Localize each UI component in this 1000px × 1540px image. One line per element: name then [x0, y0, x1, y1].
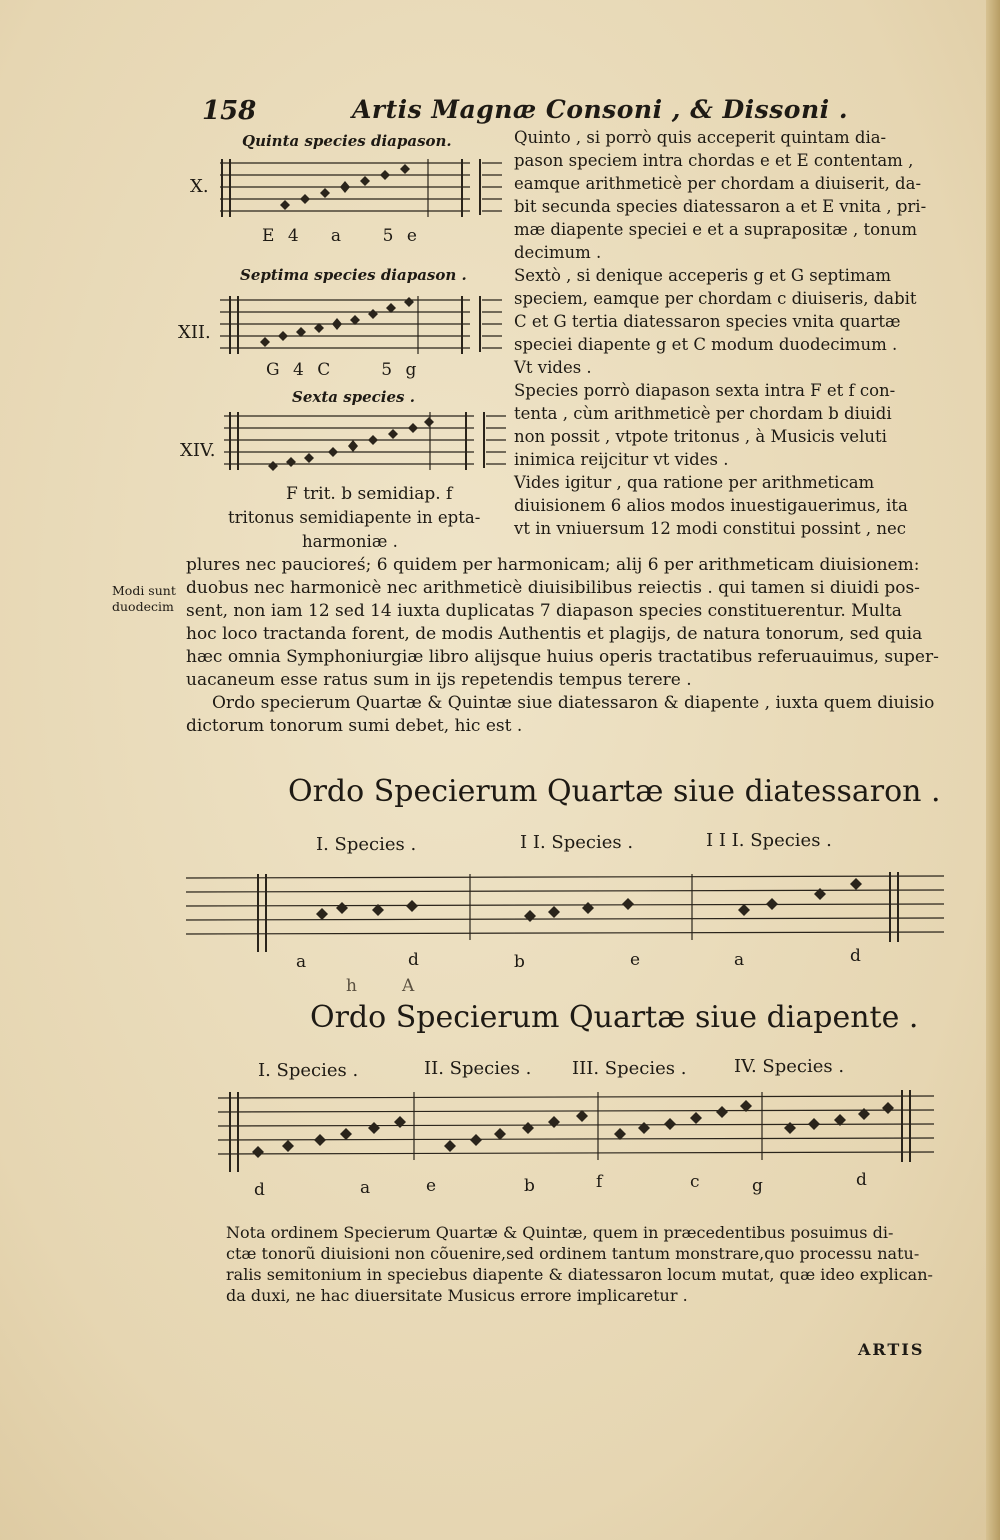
bottom-note — [226, 1222, 966, 1306]
margin-note-line: Modi sunt — [112, 583, 176, 598]
diapente-staff — [218, 1088, 938, 1178]
right-column-text — [514, 126, 954, 540]
note-letter: d — [254, 1180, 265, 1200]
bottom-note-line: da duxi, ne hac diuersitate Musicus errore implicaretur . — [226, 1286, 688, 1305]
example-numeral-3: XIV. — [180, 440, 216, 461]
note-letter: G — [266, 360, 284, 380]
example-subcaption-line-1: tritonus semidiapente in epta- — [228, 508, 481, 527]
margin-note — [112, 583, 176, 615]
body-line: sent, non iam 12 sed 14 iuxta duplicatas 7 diapason species constituerentur. Multa — [186, 601, 902, 621]
example-numeral-2: XII. — [178, 322, 211, 343]
body-line: dictorum tonorum sumi debet, hic est . — [186, 716, 523, 736]
note-letter: d — [408, 950, 419, 970]
note-letter: f — [596, 1172, 603, 1192]
running-title: Artis Magnæ Consoni , & Dissoni . — [352, 95, 849, 124]
note-letter: a — [330, 226, 346, 246]
body-line: plures nec paucioreś; 6 quidem per harmonicam; alij 6 per arithmeticam diuisionem: — [186, 555, 920, 575]
note-letter: 5 — [382, 226, 398, 246]
text-line: decimum . — [514, 243, 602, 262]
note-letter: b — [341, 484, 353, 504]
body-text — [186, 554, 956, 738]
text-line: non possit , vtpote tritonus , à Musicis veluti — [514, 427, 887, 446]
note-letter: g — [752, 1176, 763, 1196]
page-number: 158 — [202, 96, 257, 126]
diatessaron-staff — [186, 870, 946, 950]
body-line: Ordo specierum Quartæ & Quintæ siue diatessaron & diapente , iuxta quem diuisio — [212, 693, 935, 713]
note-letter-small: h — [346, 976, 357, 996]
body-line: duobus nec harmonicè nec arithmeticè diuisibilibus reiectis . qui tamen si diuidi pos- — [186, 578, 920, 598]
note-letter: E — [262, 226, 279, 246]
text-line: C et G tertia diatessaron species vnita quartæ — [514, 312, 901, 331]
music-staff-example-2 — [220, 292, 510, 362]
text-line: tenta , cùm arithmeticè per chordam b diuidi — [514, 404, 892, 423]
note-letter: g — [405, 360, 421, 380]
text-line: mæ diapente speciei e et a suprapositæ , tonum — [514, 220, 917, 239]
note-letter: e — [630, 950, 641, 970]
note-letter: a — [360, 1178, 371, 1198]
body-line: hæc omnia Symphoniurgiæ libro alijsque huius operis tractatibus referuauimus, super- — [186, 647, 939, 667]
note-letter: e — [406, 226, 421, 246]
diapente-species-1: I. Species . — [258, 1060, 359, 1081]
music-staff-example-1 — [220, 155, 510, 225]
note-letter: d — [850, 946, 861, 966]
note-letter: C — [317, 360, 335, 380]
text-line: bit secunda species diatessaron a et E vnita , pri- — [514, 197, 927, 216]
text-line: speciei diapente g et C modum duodecimum . — [514, 335, 898, 354]
page-edge — [986, 0, 1000, 1540]
note-letter: a — [296, 952, 307, 972]
text-line: vt in vniuersum 12 modi constitui possint , nec — [514, 519, 907, 538]
example-caption-3: Sexta species . — [292, 388, 415, 406]
note-letter: F — [286, 484, 298, 504]
example-caption-1: Quinta species diapason. — [242, 132, 452, 150]
note-letter: b — [514, 952, 525, 972]
example-notes-3 — [286, 484, 452, 504]
text-line: inimica reijcitur vt vides . — [514, 450, 729, 469]
text-line: Sextò , si denique acceperis g et G septimam — [514, 266, 892, 285]
text-line: speciem, eamque per chordam c diuiseris, dabit — [514, 289, 917, 308]
note-letter-small: A — [402, 976, 415, 996]
note-letter: 5 — [381, 360, 397, 380]
body-line: uacaneum esse ratus sum in ijs repetendis tempus terere . — [186, 670, 692, 690]
catchword: ARTIS — [858, 1340, 925, 1359]
note-letter: c — [690, 1172, 700, 1192]
diatessaron-species-2: I I. Species . — [520, 832, 634, 853]
example-numeral-1: X. — [190, 176, 209, 197]
text-line: Vt vides . — [514, 358, 592, 377]
text-line: eamque arithmeticè per chordam a diuiserit, da- — [514, 174, 922, 193]
body-line: hoc loco tractanda forent, de modis Authentis et plagijs, de natura tonorum, sed quia — [186, 624, 923, 644]
diapente-title: Ordo Specierum Quartæ siue diapente . — [310, 1000, 919, 1035]
note-letter: d — [856, 1170, 867, 1190]
bottom-note-line: ctæ tonorũ diuisioni non cõuenire,sed ordinem tantum monstrare,quo processu natu- — [226, 1244, 920, 1263]
example-subcaption-line-2: harmoniæ . — [302, 532, 398, 551]
text-line: pason speciem intra chordas e et E contentam , — [514, 151, 914, 170]
bottom-note-line: ralis semitonium in speciebus diapente & diatessaron locum mutat, quæ ideo explican- — [226, 1265, 933, 1284]
note-letter: a — [734, 950, 745, 970]
example-caption-2: Septima species diapason . — [240, 266, 467, 284]
note-letter: semidiap. — [357, 484, 441, 504]
note-letter: trit. — [303, 484, 336, 504]
note-letter: e — [426, 1176, 437, 1196]
diapente-species-3: III. Species . — [572, 1058, 687, 1079]
margin-note-line: duodecim — [112, 599, 174, 614]
diatessaron-species-3: I I I. Species . — [706, 830, 832, 851]
text-line: Species porrò diapason sexta intra F et f con- — [514, 381, 896, 400]
diatessaron-title: Ordo Specierum Quartæ siue diatessaron . — [288, 774, 941, 809]
text-line: Vides igitur , qua ratione per arithmeticam — [514, 473, 875, 492]
text-line: diuisionem 6 alios modos inuestigauerimus, ita — [514, 496, 908, 515]
note-letter: 4 — [293, 360, 308, 380]
example-notes-2 — [266, 360, 420, 380]
note-letter: f — [446, 484, 453, 504]
bottom-note-line: Nota ordinem Specierum Quartæ & Quintæ, quem in præcedentibus posuimus di- — [226, 1223, 894, 1242]
example-notes-1 — [262, 226, 421, 246]
text-line: Quinto , si porrò quis acceperit quintam dia- — [514, 128, 887, 147]
note-letter: 4 — [287, 226, 303, 246]
diapente-species-2: II. Species . — [424, 1058, 532, 1079]
music-staff-example-3 — [224, 408, 514, 478]
diapente-species-4: IV. Species . — [734, 1056, 845, 1077]
diatessaron-species-1: I. Species . — [316, 834, 417, 855]
note-letter: b — [524, 1176, 535, 1196]
